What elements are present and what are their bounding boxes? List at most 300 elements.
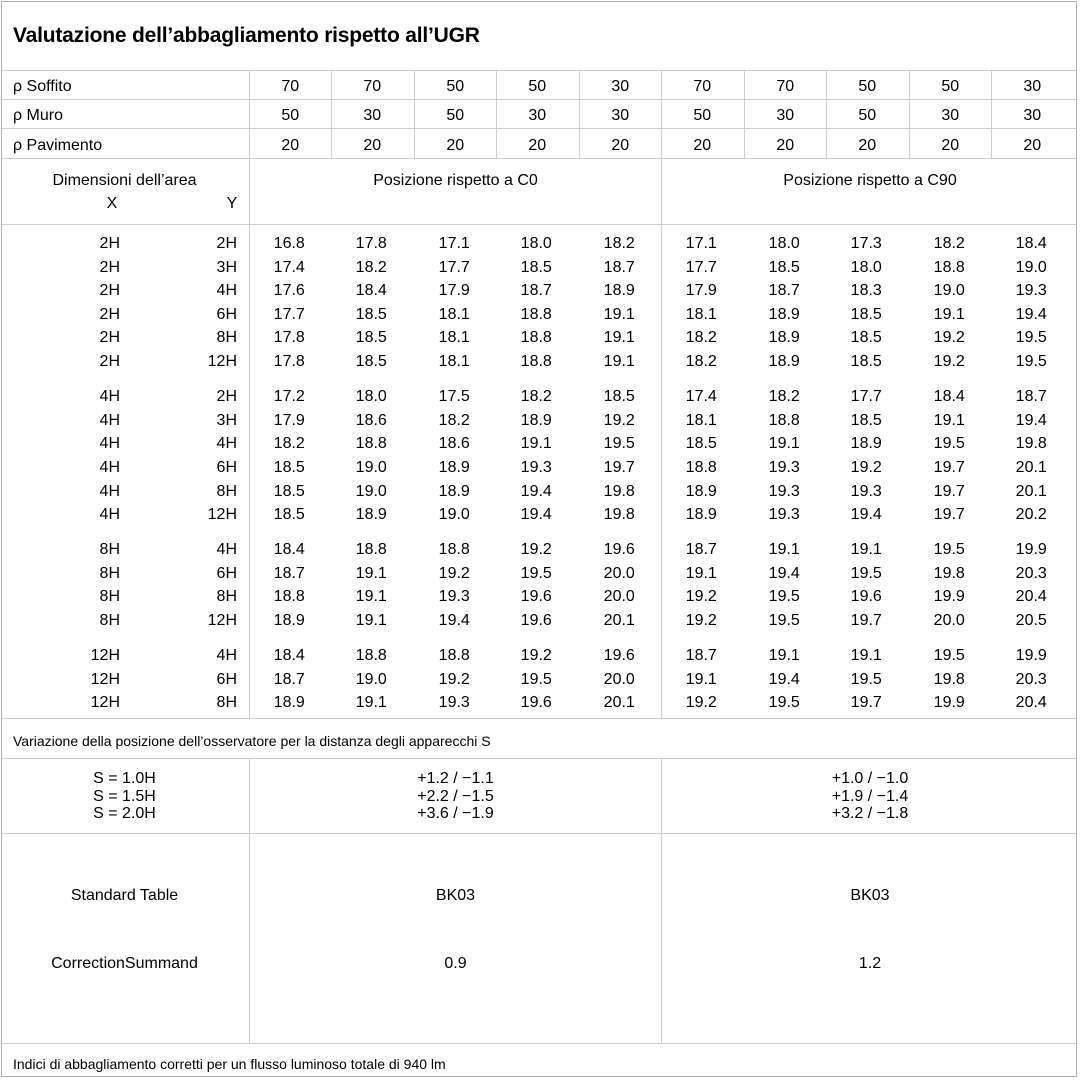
ugr-value: 18.2 xyxy=(768,388,800,406)
area-x: 4H xyxy=(99,411,120,429)
ugr-value: 17.4 xyxy=(685,388,717,406)
reflectance-label: ρ Pavimento xyxy=(13,136,103,154)
standard-table-label: Standard Table xyxy=(70,887,179,904)
ugr-value: 18.4 xyxy=(273,541,305,559)
row-divider xyxy=(2,718,1076,719)
ugr-value: 17.7 xyxy=(273,305,305,323)
reflectance-value: 50 xyxy=(693,107,712,125)
ugr-value: 19.9 xyxy=(1015,541,1047,559)
ugr-value: 19.1 xyxy=(355,612,387,629)
ugr-value: 19.1 xyxy=(850,541,882,559)
ugr-value: 19.3 xyxy=(520,458,552,476)
ugr-value: 18.0 xyxy=(768,235,800,252)
area-x: 2H xyxy=(99,235,120,252)
area-x: 12H xyxy=(90,694,120,712)
column-divider xyxy=(991,99,992,128)
reflectance-value: 30 xyxy=(528,107,547,125)
ugr-value: 19.6 xyxy=(603,647,635,665)
ugr-value: 18.8 xyxy=(273,588,305,606)
ugr-value: 19.6 xyxy=(850,588,882,606)
ugr-value: 20.1 xyxy=(603,694,635,712)
reflectance-label: ρ Muro xyxy=(13,107,63,125)
ugr-value: 19.7 xyxy=(850,612,882,629)
ugr-value: 20.4 xyxy=(1015,694,1047,712)
ugr-value: 18.8 xyxy=(355,541,387,559)
area-x: 12H xyxy=(90,647,120,665)
area-y: 4H xyxy=(216,541,237,559)
ugr-value: 17.1 xyxy=(438,235,470,252)
ugr-value: 19.5 xyxy=(768,612,800,629)
area-y: 4H xyxy=(216,282,237,300)
ugr-value: 18.7 xyxy=(768,282,800,300)
standard-table-c0: BK03 xyxy=(435,887,476,904)
ugr-value: 20.4 xyxy=(1015,588,1047,606)
ugr-value: 19.0 xyxy=(355,670,387,688)
reflectance-value: 30 xyxy=(1023,107,1042,125)
ugr-value: 19.5 xyxy=(933,541,965,559)
area-y: 12H xyxy=(207,506,237,524)
ugr-value: 18.5 xyxy=(685,435,717,453)
ugr-value: 18.2 xyxy=(685,353,717,370)
ugr-value: 19.4 xyxy=(850,506,882,524)
column-divider xyxy=(249,129,250,158)
ugr-value: 18.6 xyxy=(438,435,470,453)
variation-label: Variazione della posizione dell’osservatore per la distanza degli apparecchi S xyxy=(13,733,491,749)
ugr-value: 18.5 xyxy=(355,305,387,323)
ugr-value: 19.4 xyxy=(768,670,800,688)
area-x: 2H xyxy=(99,258,120,276)
ugr-value: 18.1 xyxy=(685,305,717,323)
column-divider xyxy=(249,158,250,718)
ugr-value: 18.1 xyxy=(438,353,470,370)
ugr-value: 18.9 xyxy=(768,305,800,323)
reflectance-value: 20 xyxy=(281,136,300,154)
ugr-value: 18.3 xyxy=(850,282,882,300)
ugr-value: 19.9 xyxy=(1015,647,1047,665)
area-x: 2H xyxy=(99,282,120,300)
column-divider xyxy=(414,99,415,128)
ugr-value: 19.7 xyxy=(933,482,965,500)
ugr-value: 17.7 xyxy=(685,258,717,276)
row-divider xyxy=(2,70,1076,71)
ugr-value: 19.4 xyxy=(1015,305,1047,323)
reflectance-value: 20 xyxy=(776,136,795,154)
area-x: 8H xyxy=(99,564,120,582)
ugr-value: 18.0 xyxy=(850,258,882,276)
ugr-value: 20.1 xyxy=(1015,458,1047,476)
ugr-value: 19.1 xyxy=(355,588,387,606)
ugr-value: 19.8 xyxy=(933,564,965,582)
ugr-value: 18.5 xyxy=(850,411,882,429)
column-divider xyxy=(496,129,497,158)
reflectance-value: 30 xyxy=(611,78,630,95)
column-divider xyxy=(661,99,662,128)
ugr-value: 19.8 xyxy=(1015,435,1047,453)
ugr-value: 18.9 xyxy=(685,506,717,524)
area-y: 12H xyxy=(207,353,237,370)
ugr-value: 20.1 xyxy=(603,612,635,629)
column-divider xyxy=(579,99,580,128)
column-divider xyxy=(991,70,992,99)
ugr-value: 19.5 xyxy=(850,564,882,582)
ugr-value: 18.9 xyxy=(438,482,470,500)
ugr-value: 19.3 xyxy=(438,588,470,606)
ugr-value: 20.0 xyxy=(603,564,635,582)
reflectance-value: 20 xyxy=(528,136,547,154)
ugr-value: 17.4 xyxy=(273,258,305,276)
ugr-value: 19.4 xyxy=(520,482,552,500)
area-y: 8H xyxy=(216,694,237,712)
ugr-value: 19.1 xyxy=(355,694,387,712)
ugr-value: 19.0 xyxy=(933,282,965,300)
reflectance-value: 50 xyxy=(528,78,547,95)
column-divider xyxy=(331,129,332,158)
ugr-value: 17.9 xyxy=(685,282,717,300)
ugr-value: 19.7 xyxy=(933,506,965,524)
ugr-value: 18.7 xyxy=(685,647,717,665)
ugr-value: 17.2 xyxy=(273,388,305,406)
ugr-value: 18.2 xyxy=(685,329,717,347)
reflectance-value: 20 xyxy=(858,136,877,154)
column-divider xyxy=(744,99,745,128)
ugr-value: 18.8 xyxy=(685,458,717,476)
reflectance-value: 70 xyxy=(776,78,795,95)
ugr-value: 20.0 xyxy=(603,588,635,606)
ugr-value: 19.1 xyxy=(933,305,965,323)
ugr-value: 17.5 xyxy=(438,388,470,406)
ugr-value: 19.0 xyxy=(355,458,387,476)
ugr-value: 17.9 xyxy=(438,282,470,300)
column-divider xyxy=(991,129,992,158)
c0-variation: +1.2 / −1.1 xyxy=(417,770,494,787)
ugr-value: 19.5 xyxy=(520,564,552,582)
area-y: 6H xyxy=(216,305,237,323)
ugr-value: 18.9 xyxy=(273,694,305,712)
row-divider xyxy=(2,1043,1076,1044)
ugr-value: 17.1 xyxy=(685,235,717,252)
ugr-value: 18.8 xyxy=(520,353,552,370)
ugr-value: 18.6 xyxy=(355,411,387,429)
x-label: X xyxy=(106,195,118,212)
ugr-value: 18.1 xyxy=(438,329,470,347)
ugr-value: 19.5 xyxy=(933,647,965,665)
area-x: 4H xyxy=(99,435,120,453)
ugr-value: 18.7 xyxy=(1015,388,1047,406)
reflectance-value: 50 xyxy=(941,78,960,95)
column-divider xyxy=(249,70,250,99)
ugr-value: 19.0 xyxy=(1015,258,1047,276)
ugr-value: 18.4 xyxy=(355,282,387,300)
ugr-value: 19.7 xyxy=(603,458,635,476)
ugr-value: 19.0 xyxy=(438,506,470,524)
area-x: 2H xyxy=(99,353,120,370)
reflectance-value: 50 xyxy=(858,107,877,125)
standard-table-c90: BK03 xyxy=(850,887,890,904)
area-x: 4H xyxy=(99,482,120,500)
column-divider xyxy=(826,99,827,128)
ugr-value: 18.5 xyxy=(273,482,305,500)
reflectance-value: 30 xyxy=(941,107,960,125)
ugr-value: 17.9 xyxy=(273,411,305,429)
ugr-value: 19.2 xyxy=(685,612,717,629)
ugr-value: 18.9 xyxy=(355,506,387,524)
ugr-value: 19.3 xyxy=(768,506,800,524)
area-x: 2H xyxy=(99,329,120,347)
ugr-value: 18.0 xyxy=(355,388,387,406)
ugr-value: 19.3 xyxy=(1015,282,1047,300)
ugr-value: 19.3 xyxy=(438,694,470,712)
reflectance-value: 30 xyxy=(1023,78,1042,95)
reflectance-value: 20 xyxy=(611,136,630,154)
ugr-value: 19.9 xyxy=(933,694,965,712)
ugr-value: 18.8 xyxy=(438,541,470,559)
column-divider xyxy=(661,129,662,158)
ugr-value: 18.8 xyxy=(520,329,552,347)
footer-note: Indici di abbagliamento corretti per un flusso luminoso totale di 940 lm xyxy=(13,1056,446,1072)
ugr-value: 19.5 xyxy=(1015,329,1047,347)
reflectance-value: 50 xyxy=(446,78,465,95)
ugr-value: 17.3 xyxy=(850,235,882,252)
ugr-value: 19.2 xyxy=(850,458,882,476)
ugr-value: 19.8 xyxy=(603,482,635,500)
c90-variation: +3.2 / −1.8 xyxy=(831,805,909,822)
ugr-value: 19.1 xyxy=(850,647,882,665)
column-divider xyxy=(661,158,662,718)
column-divider xyxy=(744,129,745,158)
ugr-value: 20.1 xyxy=(1015,482,1047,500)
ugr-value: 18.9 xyxy=(520,411,552,429)
ugr-value: 18.9 xyxy=(768,329,800,347)
column-divider xyxy=(579,70,580,99)
area-y: 3H xyxy=(216,411,237,429)
ugr-value: 19.1 xyxy=(933,411,965,429)
ugr-value: 19.5 xyxy=(768,694,800,712)
area-x: 4H xyxy=(99,388,120,406)
column-divider xyxy=(909,129,910,158)
ugr-value: 18.4 xyxy=(1015,235,1047,252)
area-y: 6H xyxy=(216,564,237,582)
area-y: 3H xyxy=(216,258,237,276)
ugr-value: 18.1 xyxy=(685,411,717,429)
ugr-value: 18.5 xyxy=(273,458,305,476)
ugr-value: 18.8 xyxy=(520,305,552,323)
ugr-value: 19.6 xyxy=(520,612,552,629)
s-label: S = 1.5H xyxy=(93,787,156,805)
row-divider xyxy=(2,224,1076,225)
ugr-value: 19.1 xyxy=(603,305,635,323)
area-y: 8H xyxy=(216,482,237,500)
reflectance-value: 20 xyxy=(941,136,960,154)
correction-c90: 1.2 xyxy=(858,955,882,972)
column-divider xyxy=(414,70,415,99)
column-divider xyxy=(661,70,662,99)
ugr-value: 19.2 xyxy=(685,588,717,606)
ugr-value: 18.7 xyxy=(273,564,305,582)
reflectance-value: 70 xyxy=(363,78,382,95)
ugr-value: 19.1 xyxy=(603,329,635,347)
reflectance-label: ρ Soffito xyxy=(13,78,72,95)
ugr-value: 18.5 xyxy=(850,329,882,347)
ugr-value: 19.5 xyxy=(768,588,800,606)
ugr-value: 19.9 xyxy=(933,588,965,606)
ugr-value: 18.5 xyxy=(355,329,387,347)
ugr-value: 20.5 xyxy=(1015,612,1047,629)
ugr-value: 19.5 xyxy=(933,435,965,453)
row-divider xyxy=(2,158,1076,159)
ugr-value: 17.7 xyxy=(850,388,882,406)
column-divider xyxy=(414,129,415,158)
area-x: 8H xyxy=(99,588,120,606)
ugr-value: 19.2 xyxy=(520,647,552,665)
ugr-value: 18.4 xyxy=(933,388,965,406)
area-y: 12H xyxy=(207,612,237,629)
ugr-value: 18.5 xyxy=(768,258,800,276)
c0-position-label: Posizione rispetto a C0 xyxy=(373,172,538,189)
ugr-value: 18.8 xyxy=(438,647,470,665)
row-divider xyxy=(2,99,1076,100)
ugr-value: 19.4 xyxy=(438,612,470,629)
row-divider xyxy=(2,833,1076,834)
ugr-value: 19.3 xyxy=(768,458,800,476)
ugr-value: 18.7 xyxy=(685,541,717,559)
ugr-value: 20.0 xyxy=(603,670,635,688)
ugr-value: 19.0 xyxy=(355,482,387,500)
reflectance-value: 20 xyxy=(363,136,382,154)
area-x: 12H xyxy=(90,670,120,688)
ugr-value: 19.4 xyxy=(768,564,800,582)
ugr-value: 19.6 xyxy=(603,541,635,559)
ugr-value: 18.8 xyxy=(355,647,387,665)
ugr-value: 18.7 xyxy=(273,670,305,688)
reflectance-value: 30 xyxy=(611,107,630,125)
column-divider xyxy=(496,99,497,128)
c90-variation: +1.0 / −1.0 xyxy=(831,770,909,787)
area-y: 2H xyxy=(216,388,237,406)
ugr-value: 18.5 xyxy=(603,388,635,406)
ugr-value: 19.2 xyxy=(933,329,965,347)
column-divider xyxy=(744,70,745,99)
ugr-value: 19.2 xyxy=(685,694,717,712)
ugr-value: 18.5 xyxy=(850,353,882,370)
area-y: 2H xyxy=(216,235,237,252)
ugr-value: 18.2 xyxy=(273,435,305,453)
ugr-value: 20.2 xyxy=(1015,506,1047,524)
column-divider xyxy=(496,70,497,99)
ugr-value: 18.9 xyxy=(685,482,717,500)
area-x: 8H xyxy=(99,612,120,629)
row-divider xyxy=(2,128,1076,129)
ugr-value: 19.6 xyxy=(520,588,552,606)
ugr-value: 18.9 xyxy=(768,353,800,370)
ugr-value: 19.2 xyxy=(603,411,635,429)
row-divider xyxy=(2,758,1076,759)
y-label: Y xyxy=(226,195,238,212)
column-divider xyxy=(331,70,332,99)
area-y: 8H xyxy=(216,329,237,347)
ugr-value: 19.2 xyxy=(438,670,470,688)
reflectance-value: 20 xyxy=(1023,136,1042,154)
reflectance-value: 30 xyxy=(363,107,382,125)
area-x: 4H xyxy=(99,506,120,524)
column-divider xyxy=(579,129,580,158)
ugr-value: 19.8 xyxy=(933,670,965,688)
ugr-value: 18.9 xyxy=(850,435,882,453)
ugr-value: 19.1 xyxy=(355,564,387,582)
c90-position-label: Posizione rispetto a C90 xyxy=(783,172,957,189)
column-divider xyxy=(249,99,250,128)
reflectance-value: 20 xyxy=(693,136,712,154)
area-y: 4H xyxy=(216,647,237,665)
area-x: 8H xyxy=(99,541,120,559)
ugr-value: 18.7 xyxy=(603,258,635,276)
ugr-value: 19.1 xyxy=(685,670,717,688)
column-divider xyxy=(909,99,910,128)
column-divider xyxy=(909,70,910,99)
c0-variation: +2.2 / −1.5 xyxy=(417,787,494,805)
ugr-value: 20.0 xyxy=(933,612,965,629)
ugr-value: 18.2 xyxy=(520,388,552,406)
ugr-value: 19.8 xyxy=(603,506,635,524)
column-divider xyxy=(826,129,827,158)
ugr-value: 18.7 xyxy=(520,282,552,300)
table-title: Valutazione dell’abbagliamento rispetto all’UGR xyxy=(13,24,480,47)
ugr-value: 17.6 xyxy=(273,282,305,300)
ugr-value: 19.5 xyxy=(850,670,882,688)
ugr-value: 19.4 xyxy=(1015,411,1047,429)
reflectance-value: 70 xyxy=(693,78,712,95)
ugr-value: 18.1 xyxy=(438,305,470,323)
ugr-value: 19.2 xyxy=(933,353,965,370)
ugr-value: 16.8 xyxy=(273,235,305,252)
ugr-value: 19.4 xyxy=(520,506,552,524)
s-label: S = 1.0H xyxy=(93,770,156,787)
ugr-value: 17.8 xyxy=(273,353,305,370)
ugr-value: 19.1 xyxy=(768,647,800,665)
ugr-value: 19.2 xyxy=(520,541,552,559)
ugr-value: 17.8 xyxy=(273,329,305,347)
ugr-value: 19.7 xyxy=(850,694,882,712)
ugr-value: 19.5 xyxy=(603,435,635,453)
ugr-value: 18.5 xyxy=(355,353,387,370)
ugr-value: 19.1 xyxy=(603,353,635,370)
ugr-value: 18.4 xyxy=(273,647,305,665)
ugr-value: 18.2 xyxy=(438,411,470,429)
ugr-value: 18.8 xyxy=(355,435,387,453)
ugr-value: 18.8 xyxy=(768,411,800,429)
ugr-value: 18.0 xyxy=(520,235,552,252)
ugr-value: 18.2 xyxy=(603,235,635,252)
column-divider xyxy=(826,70,827,99)
ugr-value: 17.8 xyxy=(355,235,387,252)
ugr-value: 18.2 xyxy=(355,258,387,276)
area-x: 4H xyxy=(99,458,120,476)
ugr-value: 19.5 xyxy=(1015,353,1047,370)
ugr-value: 19.6 xyxy=(520,694,552,712)
s-label: S = 2.0H xyxy=(93,805,156,822)
ugr-value: 18.5 xyxy=(520,258,552,276)
ugr-value: 19.1 xyxy=(768,541,800,559)
column-divider xyxy=(331,99,332,128)
ugr-value: 18.5 xyxy=(273,506,305,524)
ugr-value: 18.5 xyxy=(850,305,882,323)
ugr-value: 18.9 xyxy=(273,612,305,629)
reflectance-value: 30 xyxy=(776,107,795,125)
area-y: 6H xyxy=(216,458,237,476)
ugr-value: 18.9 xyxy=(603,282,635,300)
ugr-value: 19.3 xyxy=(850,482,882,500)
ugr-value: 19.5 xyxy=(520,670,552,688)
reflectance-value: 50 xyxy=(281,107,300,125)
